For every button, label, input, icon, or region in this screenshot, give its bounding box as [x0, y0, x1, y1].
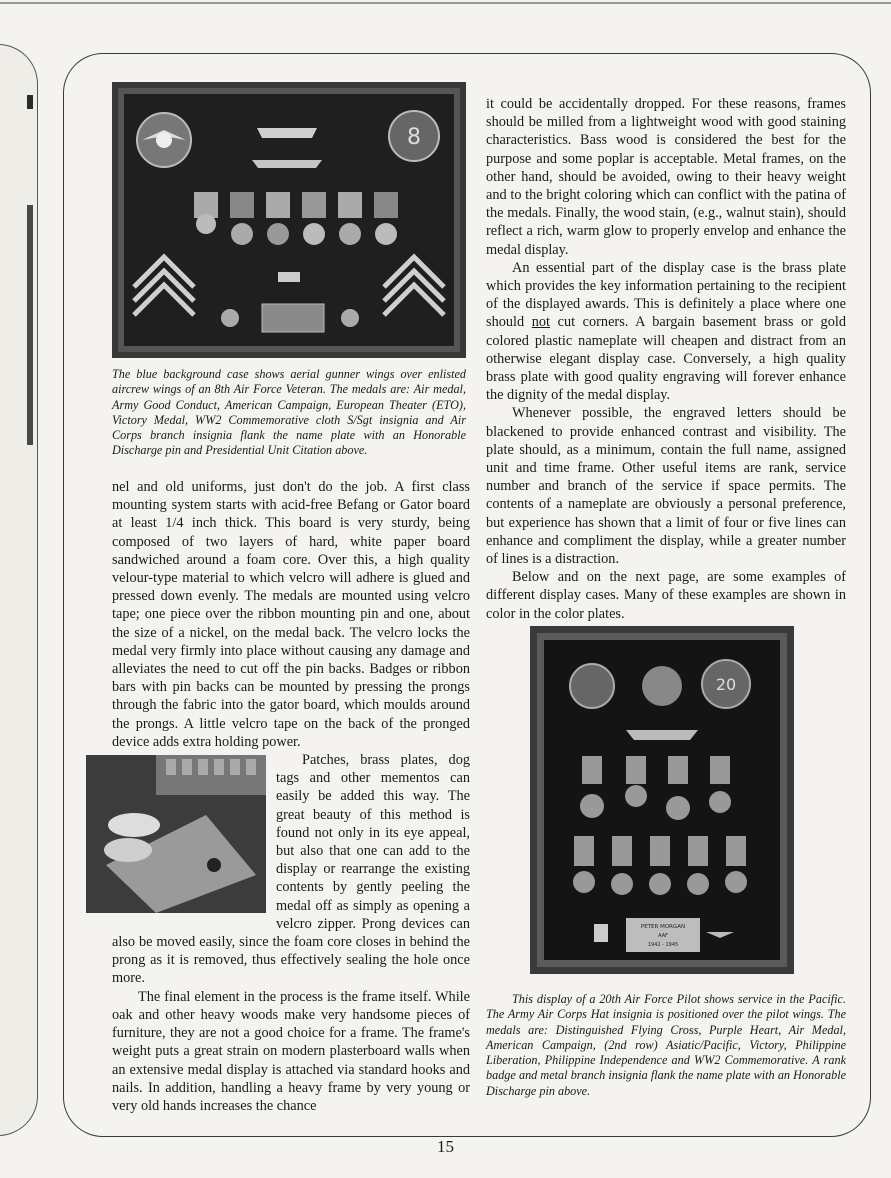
left-column: [112, 478, 470, 1115]
right-column: [486, 95, 846, 623]
right-paragraph-2: An essential part of the display case is the brass plate which provides the key information pertaining to the recipient of the displayed awards. This is definitely a place where one should not cut corners. A bargain basement brass or gold colored plastic nameplate will cheapen and distract from an otherwise elegant display case. Conversely, a high quality brass plate with good quality engraving will forever enhance the dignity of the medal display.: [486, 259, 846, 404]
right-paragraph-3: Whenever possible, the engraved letters should be blackened to provide enhanced contrast and visibility. The plate should, as a minimum, contain the full name, assigned unit and time frame. Other useful items are rank, service number and branch of the service if space permits. The contents of a nameplate are obviously a personal preference, but experience has shown that a limit of four or five lines can enhance and compliment the display, while a greater number of lines is a distraction.: [486, 405, 846, 568]
photo-pilot-display: [530, 626, 794, 974]
caption-gunner-display: The blue background case shows aerial gunner wings over enlisted aircrew wings of an 8th Air Force Veteran. The medals are: Air medal, Army Good Conduct, American Campaign, European Theater (ETO), Victory Medal, WW2 Commemorative cloth S/Sgt insignia and Air Corps branch insignia flank the name plate with an Honorable Discharge pin and Presidential Unit Citation above.: [112, 367, 466, 458]
left-paragraph-1: nel and old uniforms, just don't do the job. A first class mounting system starts with acid-free Befang or Gator board at least 1/4 inch thick. This board is very sturdy, being composed of two layers of hard, white paper board sandwiched around a foam core. Over this, a high quality velour-type material to which velcro will adhere is glued and pressed down evenly. The medals are mounted using velcro tape; one piece over the ribbon mounting pin and one, about the size of a nickel, on the medal back. The velcro locks the medal very firmly into place without causing any damage and alleviates the need to cut off the pin backs. Badges or ribbon bars with pin backs can be mounted by pressing the prongs through the fabric into the gator board, which moulds around the prongs. A little velcro tape on the back of the pronged device adds extra holding power.: [112, 479, 470, 750]
nameplate-line-2: AAF: [658, 933, 668, 939]
nameplate-line-1: PETER MORGAN: [640, 924, 686, 930]
facing-page-edge: [0, 44, 38, 1136]
left-paragraph-3: The final element in the process is the frame itself. While oak and other heavy woods make very handsome pieces of furniture, they are not a good choice for a frame. The frame's weight puts a great strain on modern plasterboard walls when an extensive medal display is attached via standard hooks and nails. In addition, handling a heavy frame by very young or very old hands increases the chance: [112, 988, 470, 1114]
top-rule: [0, 2, 891, 4]
air-corps-patch-icon: [137, 113, 191, 167]
nameplate-line-3: 1942 - 1945: [647, 942, 679, 948]
left-paragraph-2: Patches, brass plates, dog tags and other mementos can easily be added this way. The great beauty of this method is found not only in its eye appeal, but also that one can add to the display or rearrange the existing contents by gently peeling the medal off as simply as opening a velcro zipper. Prong devices can also be moved easily, since the foam core closes in behind the prong as it is removed, thus effectively sealing the hole once more.: [112, 751, 470, 988]
photo-mounting-hands: [86, 755, 266, 913]
right-paragraph-1: it could be accidentally dropped. For these reasons, frames should be milled from a lightweight wood with good staining characteristics. Bass wood is considered the best for the purpose and some poplar is acceptable. Metal frames, on the other hand, should be avoided, owing to their heavy weight and to the bright coloring which can conflict with the patina of the medals. Finally, the wood stain, (e.g., walnut stain), should reflect a rich, warm glow to properly envelop and enhance the medal display.: [486, 96, 846, 258]
svg-text:8: 8: [407, 125, 421, 150]
8th-af-patch-icon: [389, 111, 439, 161]
caption-pilot-display: This display of a 20th Air Force Pilot shows service in the Pacific. The Army Air Corps Hat insignia is positioned over the pilot wings. The medals are: Distinguished Flying Cross, Purple Heart, Air Medal, American Campaign, (2nd row) Asiatic/Pacific, Victory, Philippine Liberation, Philippine Independence and WW2 Commemorative. A rank badge and metal branch insignia flank the name plate with an Honorable Discharge pin above.: [486, 992, 846, 1098]
svg-text:20: 20: [715, 675, 737, 694]
photo-gunner-display: [112, 82, 466, 358]
page-number: 15: [437, 1137, 454, 1156]
right-paragraph-4: Below and on the next page, are some examples of different display cases. Many of these examples are shown in color in the color plates.: [486, 569, 846, 622]
